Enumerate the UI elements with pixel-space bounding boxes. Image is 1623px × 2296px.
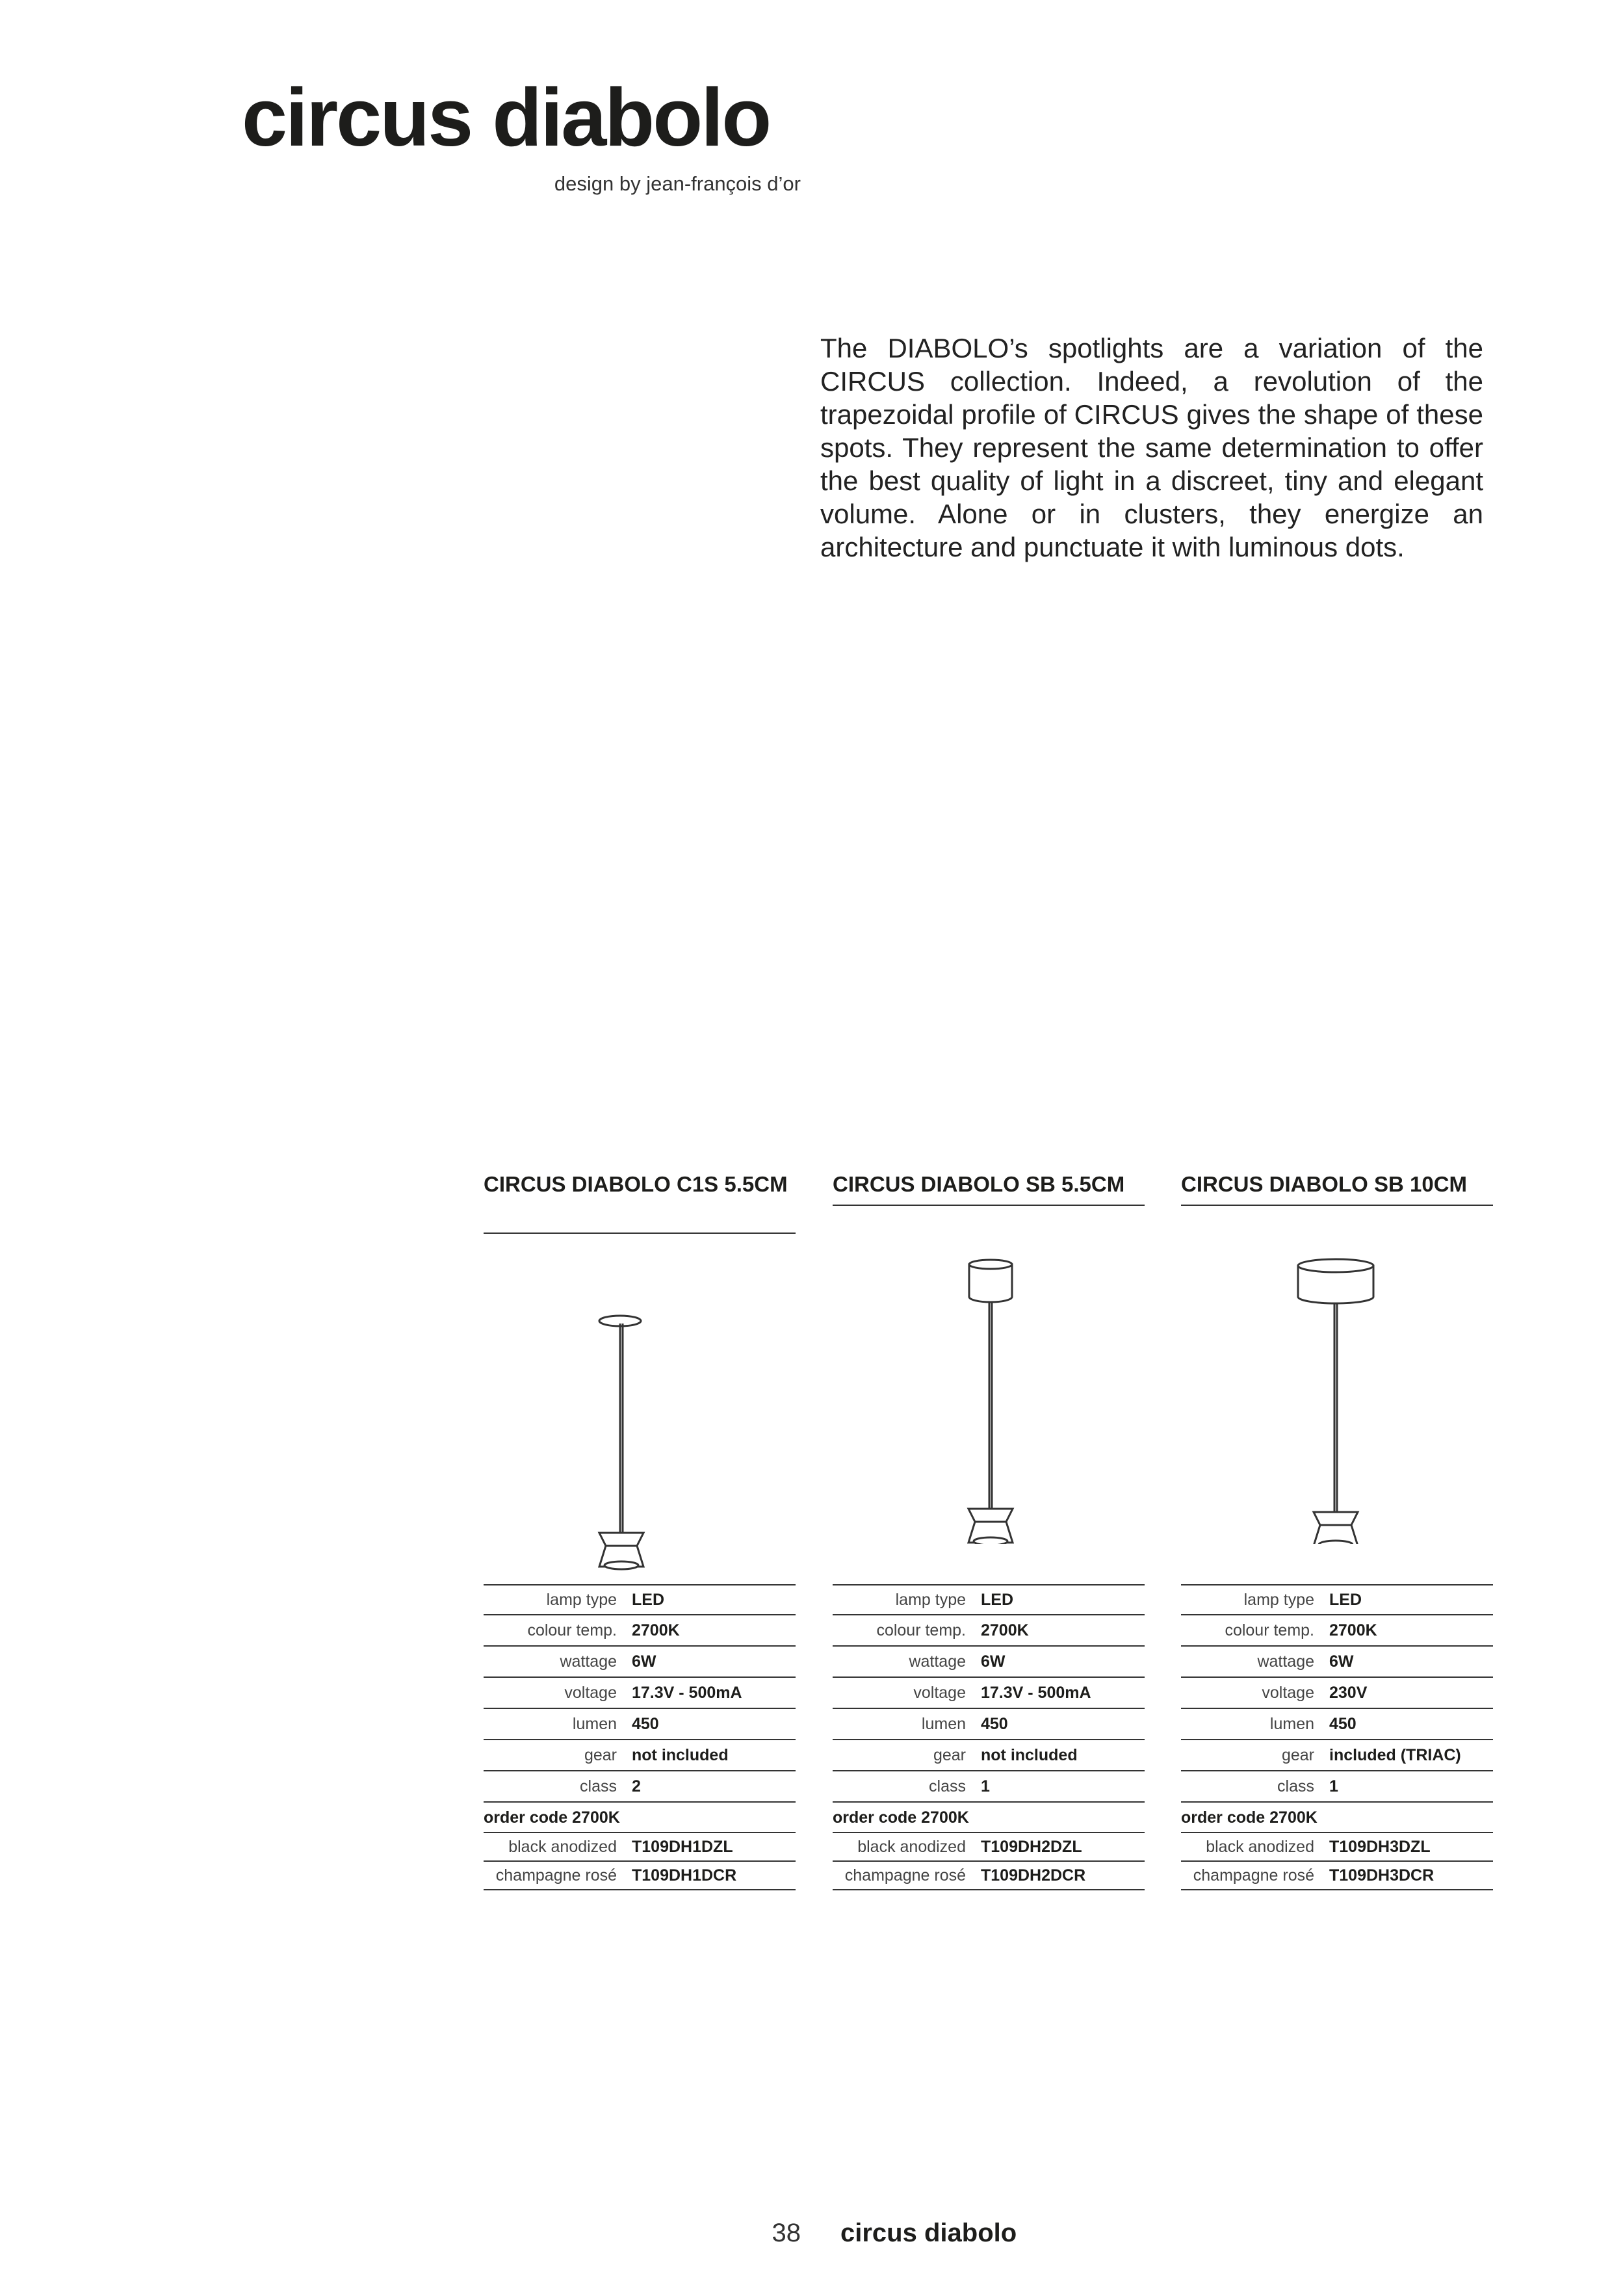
pendant-drawing-sb-10 xyxy=(1181,1206,1493,1544)
product-name: CIRCUS DIABOLO SB 5.5CM xyxy=(833,1170,1145,1206)
spec-row xyxy=(484,1678,796,1709)
finish-label: black anodized xyxy=(857,1837,966,1856)
spec-row xyxy=(833,1771,1145,1803)
order-code: T109DH1DCR xyxy=(632,1866,737,1885)
finish-label: champagne rosé xyxy=(1193,1866,1314,1885)
spec-row xyxy=(1181,1678,1493,1709)
order-code: T109DH3DCR xyxy=(1329,1866,1435,1885)
spec-value: 6W xyxy=(981,1652,1006,1671)
spec-value: 450 xyxy=(981,1714,1008,1733)
order-row xyxy=(1181,1833,1493,1862)
spec-label: voltage xyxy=(913,1683,966,1702)
spec-value: 17.3V - 500mA xyxy=(632,1683,742,1702)
spec-row xyxy=(1181,1584,1493,1615)
spec-row xyxy=(833,1740,1145,1771)
spec-row xyxy=(484,1584,796,1615)
spec-value: 2700K xyxy=(632,1621,680,1639)
spec-label: gear xyxy=(1281,1745,1314,1764)
spec-label: lamp type xyxy=(895,1590,966,1609)
spec-row xyxy=(833,1678,1145,1709)
spec-row xyxy=(833,1615,1145,1647)
spec-label: voltage xyxy=(564,1683,617,1702)
spec-row xyxy=(1181,1615,1493,1647)
spec-value: LED xyxy=(981,1590,1013,1609)
spec-label: wattage xyxy=(909,1652,966,1671)
pendant-sb10-illustration xyxy=(1181,1206,1493,1544)
order-code: T109DH2DZL xyxy=(981,1837,1082,1856)
spec-label: wattage xyxy=(560,1652,617,1671)
spec-value: 6W xyxy=(1329,1652,1354,1671)
spec-label: lumen xyxy=(1269,1714,1314,1733)
spec-row xyxy=(1181,1709,1493,1740)
spec-row xyxy=(484,1709,796,1740)
spec-row xyxy=(833,1647,1145,1678)
order-row xyxy=(833,1833,1145,1862)
spec-label: lamp type xyxy=(546,1590,617,1609)
order-codes xyxy=(833,1833,1145,1890)
order-row xyxy=(484,1862,796,1890)
spec-label: colour temp. xyxy=(876,1621,966,1639)
specs xyxy=(1181,1584,1493,1803)
spec-label: voltage xyxy=(1262,1683,1314,1702)
spec-label: gear xyxy=(933,1745,966,1764)
spec-value: 1 xyxy=(1329,1777,1338,1795)
order-row xyxy=(833,1862,1145,1890)
spec-label: colour temp. xyxy=(1225,1621,1314,1639)
spec-value: 2700K xyxy=(1329,1621,1377,1639)
spec-label: wattage xyxy=(1257,1652,1314,1671)
spec-row xyxy=(484,1740,796,1771)
order-row xyxy=(1181,1862,1493,1890)
finish-label: champagne rosé xyxy=(844,1866,966,1885)
designer-credit: design by jean-françois d’or xyxy=(554,172,801,195)
footer-title: circus diabolo xyxy=(840,2219,1017,2247)
spec-row xyxy=(1181,1647,1493,1678)
finish-label: black anodized xyxy=(1206,1837,1314,1856)
spec-row xyxy=(833,1709,1145,1740)
intro-paragraph: The DIABOLO’s spotlights are a variation of the CIRCUS collection. Indeed, a revolution of the trapezoidal profile of CIRCUS gives the shape of these spots. They represent the same determination to offer the best quality of light in a discreet, tiny and elegant volume. Alone or in clusters, they energize an architecture and punctuate it with luminous dots. xyxy=(820,333,1483,562)
finish-label: champagne rosé xyxy=(495,1866,617,1885)
spec-label: lumen xyxy=(572,1714,617,1733)
pendant-sb55-illustration xyxy=(833,1206,1145,1544)
spec-value: included (TRIAC) xyxy=(1329,1745,1461,1764)
order-codes xyxy=(1181,1833,1493,1890)
order-code-title: order code 2700K xyxy=(484,1802,796,1833)
finish-label: black anodized xyxy=(508,1837,617,1856)
spec-value: 6W xyxy=(632,1652,656,1671)
spec-row xyxy=(484,1771,796,1803)
spec-value: 230V xyxy=(1329,1683,1368,1702)
order-code: T109DH3DZL xyxy=(1329,1837,1431,1856)
spec-row xyxy=(484,1647,796,1678)
spec-label: colour temp. xyxy=(527,1621,617,1639)
order-code-title: order code 2700K xyxy=(1181,1802,1493,1833)
order-code-title: order code 2700K xyxy=(833,1802,1145,1833)
spec-row xyxy=(484,1615,796,1647)
spec-label: class xyxy=(580,1777,617,1795)
spec-value: 2 xyxy=(632,1777,641,1795)
spec-value: LED xyxy=(1329,1590,1362,1609)
spec-row xyxy=(1181,1740,1493,1771)
pendant-drawing-sb-55 xyxy=(833,1206,1145,1544)
pendant-drawing-c1s xyxy=(484,1234,796,1572)
spec-row xyxy=(1181,1771,1493,1803)
order-code: T109DH1DZL xyxy=(632,1837,733,1856)
order-codes xyxy=(484,1833,796,1890)
spec-value: 1 xyxy=(981,1777,990,1795)
product-name: CIRCUS DIABOLO SB 10CM xyxy=(1181,1170,1493,1206)
spec-value: 450 xyxy=(632,1714,659,1733)
specs xyxy=(484,1584,796,1803)
specs xyxy=(833,1584,1145,1803)
spec-value: not included xyxy=(981,1745,1078,1764)
spec-label: class xyxy=(1277,1777,1314,1795)
product-name: CIRCUS DIABOLO C1S 5.5CM xyxy=(484,1170,796,1234)
spec-label: lamp type xyxy=(1243,1590,1314,1609)
order-row xyxy=(484,1833,796,1862)
page-number: 38 xyxy=(772,2219,801,2247)
spec-value: 17.3V - 500mA xyxy=(981,1683,1091,1702)
product-c1s xyxy=(484,1170,796,1572)
spec-label: lumen xyxy=(921,1714,966,1733)
spec-value: not included xyxy=(632,1745,729,1764)
pendant-c1s-illustration xyxy=(484,1234,796,1572)
spec-label: class xyxy=(929,1777,966,1795)
product-sb-10 xyxy=(1181,1170,1493,1544)
spec-row xyxy=(833,1584,1145,1615)
spec-label: gear xyxy=(584,1745,617,1764)
page-title: circus diabolo xyxy=(242,72,770,163)
spec-value: 2700K xyxy=(981,1621,1029,1639)
spec-value: 450 xyxy=(1329,1714,1357,1733)
order-code: T109DH2DCR xyxy=(981,1866,1086,1885)
spec-value: LED xyxy=(632,1590,664,1609)
product-sb-55 xyxy=(833,1170,1145,1544)
